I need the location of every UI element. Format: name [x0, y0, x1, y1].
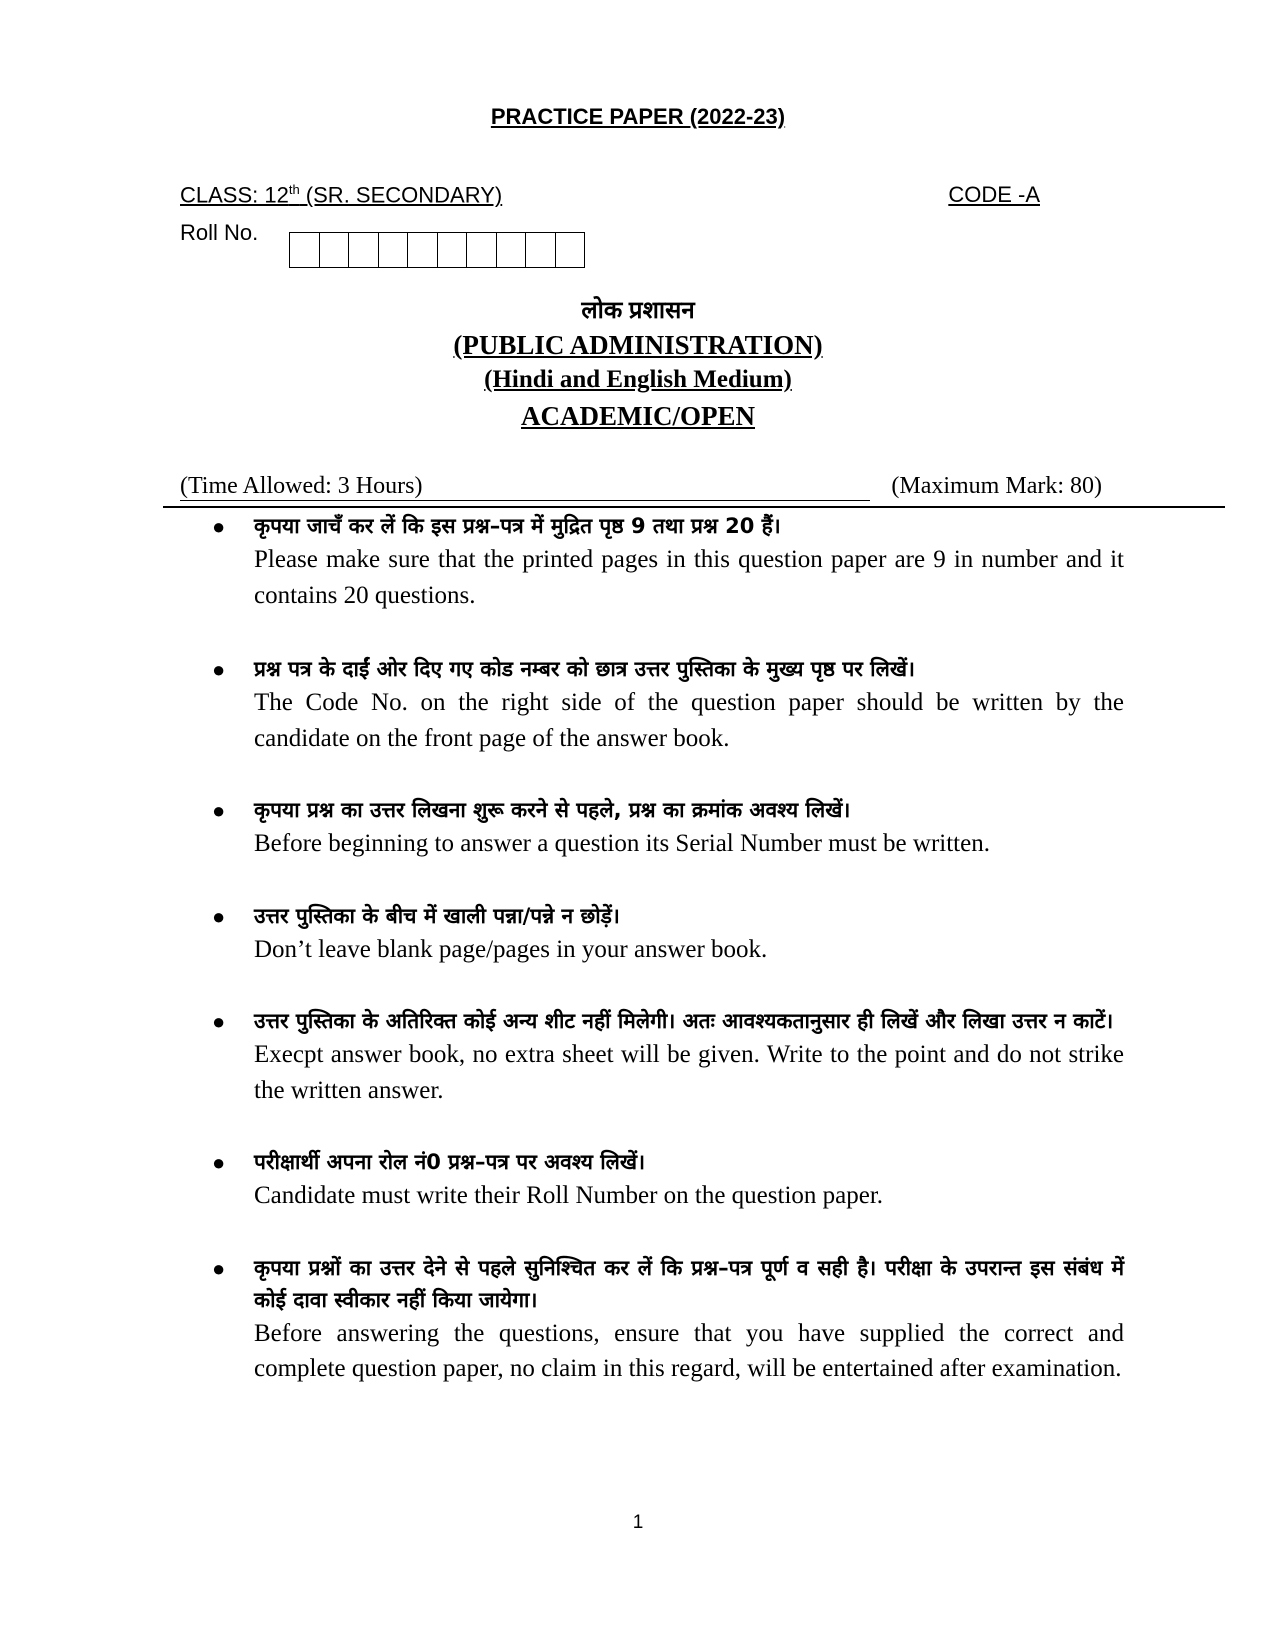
class-label [180, 182, 502, 208]
bullet-icon: ● [212, 1255, 226, 1281]
roll-number-box [526, 233, 556, 267]
bullet-icon: ● [212, 1150, 226, 1175]
instruction-item [212, 1005, 1124, 1108]
page-number: 1 [632, 1512, 644, 1533]
roll-number-box [497, 233, 527, 267]
class-suffix: (SR. SECONDARY) [299, 182, 503, 208]
instruction-item [212, 1252, 1124, 1387]
instruction-hindi: कृपया प्रश्न का उत्तर लिखना शुरू करने से पहले, प्रश्न का क्रमांक अवश्य लिखें। [254, 798, 851, 822]
instruction-english: Before answering the questions, ensure that you have supplied the correct and complete question paper, no claim in this regard, will be entertained after examination. [254, 1319, 1124, 1382]
paper-code: CODE -A [948, 182, 1040, 207]
stream-line: ACADEMIC/OPEN [521, 401, 755, 431]
roll-number-box [290, 233, 320, 267]
roll-number-box [408, 233, 438, 267]
instruction-hindi: उत्तर पुस्तिका के अतिरिक्त कोई अन्य शीट नहीं मिलेगी। अतः आवश्यकतानुसार ही लिखें और लिखा उत्तर न काटें। [254, 1009, 1114, 1033]
instruction-hindi: उत्तर पुस्तिका के बीच में खाली पन्ना/पन्ने न छोड़ें। [254, 903, 620, 928]
instructions-list [212, 510, 1124, 1387]
instruction-hindi: परीक्षार्थी अपना रोल नं0 प्रश्न–पत्र पर अवश्य लिखें। [254, 1150, 646, 1174]
roll-number-box [349, 233, 379, 267]
instruction-english: Don’t leave blank page/pages in your answer book. [254, 935, 768, 963]
instruction-english: Before beginning to answer a question its Serial Number must be written. [254, 830, 990, 857]
paper-title: PRACTICE PAPER (2022-23) [490, 104, 786, 129]
instruction-item [212, 794, 1124, 862]
instruction-item [212, 653, 1124, 756]
roll-number-box [379, 233, 409, 267]
roll-number-label: Roll No. [180, 220, 259, 245]
roll-number-box [320, 233, 350, 267]
roll-number-box [467, 233, 497, 267]
exam-info-underline [180, 500, 870, 501]
roll-number-box [438, 233, 468, 267]
class-prefix: CLASS: 12 [180, 182, 289, 208]
instruction-english: Candidate must write their Roll Number on the question paper. [254, 1182, 884, 1209]
instruction-hindi: कृपया प्रश्नों का उत्तर देने से पहले सुनिश्चित कर लें कि प्रश्न–पत्र पूर्ण व सही है। परीक्षा के उपरान्त इस संबंध में कोई दावा स्वीकार नहीं किया जायेगा। [254, 1255, 1124, 1312]
instruction-item [212, 510, 1124, 613]
maximum-mark: (Maximum Mark: 80) [891, 473, 1102, 499]
header-divider [163, 506, 1225, 508]
time-allowed: (Time Allowed: 3 Hours) [180, 473, 423, 499]
bullet-icon: ● [212, 514, 226, 539]
bullet-icon: ● [212, 798, 226, 823]
bullet-icon: ● [212, 1009, 226, 1034]
bullet-icon: ● [212, 657, 226, 682]
roll-number-boxes [289, 232, 585, 268]
medium-line: (Hindi and English Medium) [484, 366, 792, 393]
instruction-english: Execpt answer book, no extra sheet will be given. Write to the point and do not strike the written answer. [254, 1041, 1124, 1104]
class-superscript: th [288, 182, 300, 197]
instruction-english: The Code No. on the right side of the question paper should be written by the candidate on the front page of the answer book. [254, 689, 1124, 752]
instruction-item [212, 900, 1124, 968]
instruction-english: Please make sure that the printed pages in this question paper are 9 in number and it contains 20 questions. [254, 546, 1124, 609]
instruction-item [212, 1146, 1124, 1214]
bullet-icon: ● [212, 903, 226, 929]
instruction-hindi: प्रश्न पत्र के दाईं ओर दिए गए कोड नम्बर को छात्र उत्तर पुस्तिका के मुख्य पृष्ठ पर लिखें। [254, 657, 915, 681]
subject-title-hindi: लोक प्रशासन [581, 297, 695, 324]
roll-number-box [556, 233, 586, 267]
subject-title-english: (PUBLIC ADMINISTRATION) [453, 330, 823, 360]
instruction-hindi: कृपया जाचँ कर लें कि इस प्रश्न–पत्र में मुद्रित पृष्ठ 9 तथा प्रश्न 20 हैं। [254, 514, 781, 538]
